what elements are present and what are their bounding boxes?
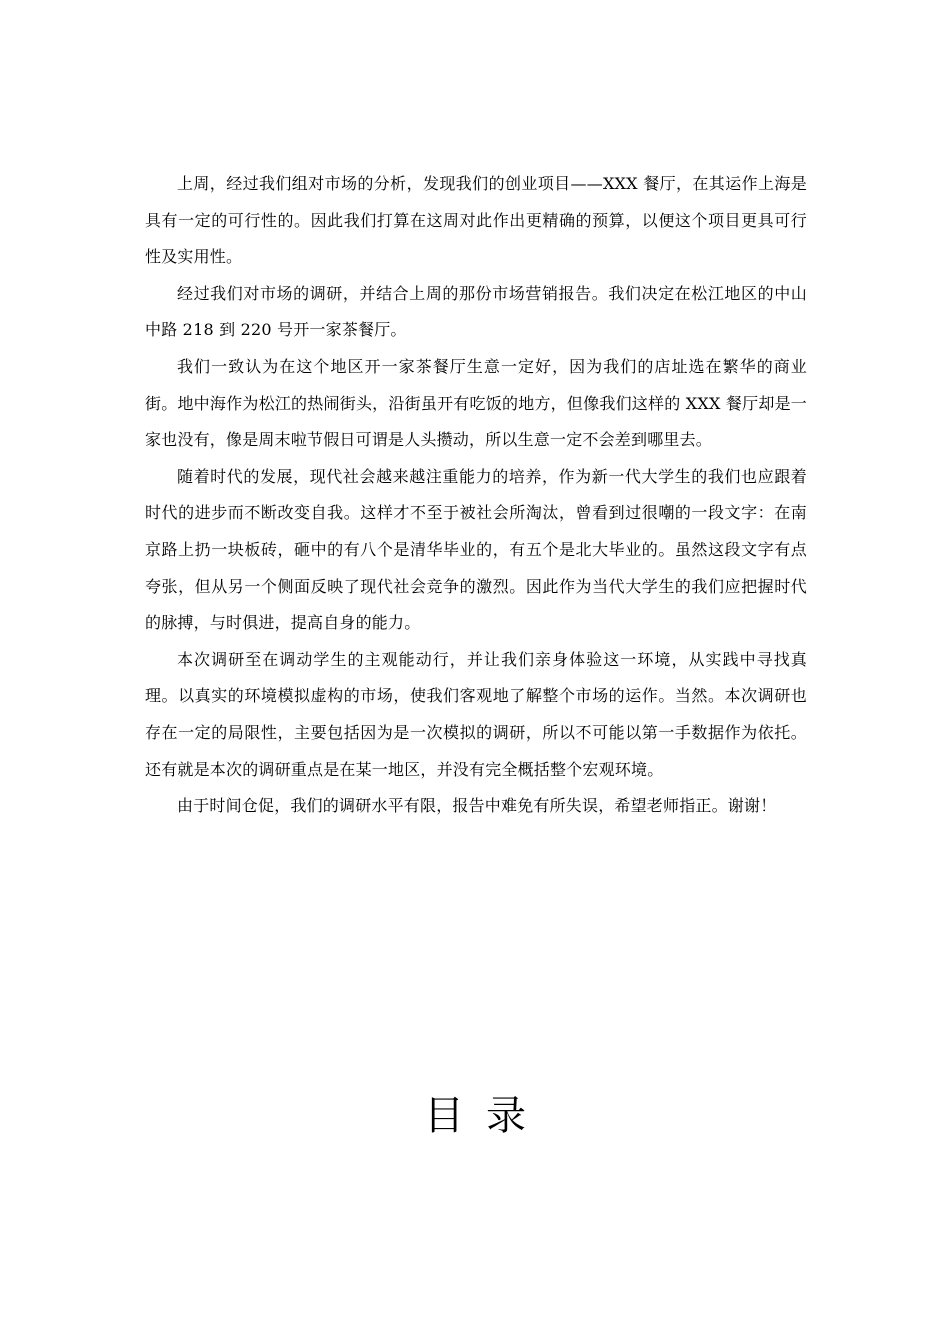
- body-text: [145, 166, 807, 825]
- paragraph-2: 经过我们对市场的调研，并结合上周的那份市场营销报告。我们决定在松江地区的中山中路 218 到 220 号开一家茶餐厅。: [145, 283, 807, 340]
- paragraph-1: 上周，经过我们组对市场的分析，发现我们的创业项目——XXX 餐厅，在其运作上海是具有一定的可行性的。因此我们打算在这周对此作出更精确的预算，以便这个项目更具可行性及实用性。: [145, 174, 807, 267]
- paragraph-6: 由于时间仓促，我们的调研水平有限，报告中难免有所失误，希望老师指正。谢谢！: [177, 796, 777, 816]
- paragraph-3: 我们一致认为在这个地区开一家茶餐厅生意一定好，因为我们的店址选在繁华的商业街。地中海作为松江的热闹街头，沿街虽开有吃饭的地方，但像我们这样的 XXX 餐厅却是一家也没有，像是周末啦节假日可谓是人头攒动，所以生意一定不会差到哪里去。: [145, 356, 807, 450]
- paragraph-5: 本次调研至在调动学生的主观能动行，并让我们亲身体验这一环境，从实践中寻找真理。以真实的环境模拟虚构的市场，使我们客观地了解整个市场的运作。当然。本次调研也存在一定的局限性，主要包括因为是一次模拟的调研，所以不可能以第一手数据作为依托。还有就是本次的调研重点是在某一地区，并没有完全概括整个宏观环境。: [145, 649, 807, 779]
- paragraph-4: 随着时代的发展，现代社会越来越注重能力的培养，作为新一代大学生的我们也应跟着时代的进步而不断改变自我。这样才不至于被社会所淘汰，曾看到过很嘲的一段文字：在南京路上扔一块板砖，砸中的有八个是清华毕业的，有五个是北大毕业的。虽然这段文字有点夸张，但从另一个侧面反映了现代社会竞争的激烈。因此作为当代大学生的我们应把握时代的脉搏，与时俱进，提高自身的能力。: [145, 466, 807, 633]
- table-of-contents-heading: 目录: [424, 1093, 548, 1139]
